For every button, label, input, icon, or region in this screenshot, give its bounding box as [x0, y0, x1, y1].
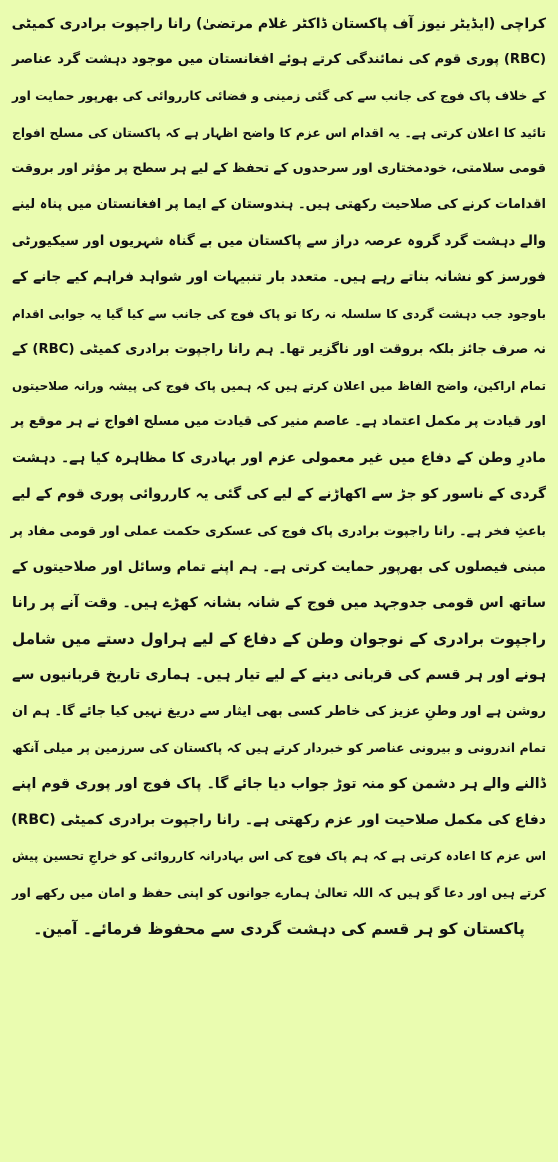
article-line: ڈالنے والے ہر دشمن کو منہ توڑ جواب دیا جائے گا۔ پاک فوج اور پوری قوم اپنے: [12, 775, 546, 792]
article-line: کرتے ہیں اور دعا گو ہیں کہ اللہ تعالیٰ ہمارے جوانوں کو اپنی حفظ و امان میں رکھے اور: [12, 885, 546, 900]
article-line: ساتھ اس قومی جدوجہد میں فوج کے شانہ بشانہ کھڑے ہیں۔ وقت آنے پر رانا: [12, 595, 546, 611]
article-line: تمام اندرونی و بیرونی عناصر کو خبردار کرتے ہیں کہ پاکستان کی سرزمین پر میلی آنکھ: [12, 740, 546, 755]
article-line: باعثِ فخر ہے۔ رانا راجپوت برادری پاک فوج کی عسکری حکمت عملی اور قومی مفاد پر: [10, 522, 546, 538]
article-line: تائید کا اعلان کرتی ہے۔ یہ اقدام اس عزم کا واضح اظہار ہے کہ پاکستان کی مسلح افواج: [12, 125, 546, 140]
article-line: نہ صرف جائز بلکہ بروقت اور ناگزیر تھا۔ ہم رانا راجپوت برادری کمیٹی (RBC) کے: [12, 341, 546, 357]
article-line: ہونے اور ہر قسم کی قربانی دینے کے لیے تیار ہیں۔ ہماری تاریخ قربانیوں سے: [12, 667, 546, 684]
article-line: فورسز کو نشانہ بناتے رہے ہیں۔ متعدد بار تنبیہات اور شواہد فراہم کیے جانے کے: [12, 269, 546, 286]
article-line: مبنی فیصلوں کی بھرپور حمایت کرتی ہے۔ ہم اپنے تمام وسائل اور صلاحیتوں کے: [12, 558, 546, 575]
article-line: روشن ہے اور وطنِ عزیز کی خاطر کسی بھی ایثار سے دریغ نہیں کیا جائے گا۔ ہم ان: [12, 703, 546, 719]
article-line: والے دہشت گرد گروہ عرصہ دراز سے پاکستان میں بے گناہ شہریوں اور سیکیورٹی: [11, 233, 546, 250]
article-line: اس عزم کا اعادہ کرتی ہے کہ ہم پاک فوج کی اس بہادرانہ کارروائی کو خراجِ تحسین پیش: [12, 849, 546, 864]
article-line: اور قیادت پر مکمل اعتماد ہے۔ عاصم منیر کی قیادت میں مسلح افواج نے ہر موقع پر: [11, 414, 546, 430]
article-line: اقدامات کرنے کی صلاحیت رکھتی ہیں۔ ہندوستان کے ایما پر افغانستان میں پناہ لینے: [12, 196, 546, 212]
article-line: کے خلاف پاک فوج کی جانب سے کی گئی زمینی و فضائی کارروائی کی بھرپور حمایت اور: [12, 89, 546, 104]
article-line: دفاع کی مکمل صلاحیت اور عزم رکھتی ہے۔ رانا راجپوت برادری کمیٹی (RBC): [11, 812, 546, 829]
article-line: باوجود جب دہشت گردی کا سلسلہ نہ رکا تو پاک فوج کی جانب سے کیا گیا یہ جوابی اقدام: [12, 306, 546, 321]
article-line: قومی سلامتی، خودمختاری اور سرحدوں کے تحفظ کے لیے ہر سطح پر مؤثر اور بروقت: [11, 160, 546, 176]
article-line: راجپوت برادری کے نوجوان وطن کے دفاع کے لیے ہراول دستے میں شامل: [12, 630, 546, 649]
article-line: گردی کے ناسور کو جڑ سے اکھاڑنے کے لیے کی گئی یہ کارروائی پوری قوم کے لیے: [12, 486, 546, 503]
article-line: کراچی (ایڈیٹر نیوز آف پاکستان ڈاکٹر غلام مرتضیٰ) رانا راجپوت برادری کمیٹی: [11, 16, 546, 32]
article-line-last: پاکستان کو ہر قسم کی دہشت گردی سے محفوظ فرمائے۔ آمین۔: [33, 919, 525, 938]
article-line: مادرِ وطن کے دفاع میں غیر معمولی عزم اور بہادری کا مظاہرہ کیا ہے۔ دہشت: [12, 450, 546, 467]
article-line: (RBC) پوری قوم کی نمائندگی کرتے ہوئے افغانستان میں موجود دہشت گرد عناصر: [12, 52, 546, 68]
article-line: تمام اراکین، واضح الفاظ میں اعلان کرتے ہیں کہ ہمیں پاک فوج کی پیشہ ورانہ صلاحیتوں: [12, 378, 546, 393]
